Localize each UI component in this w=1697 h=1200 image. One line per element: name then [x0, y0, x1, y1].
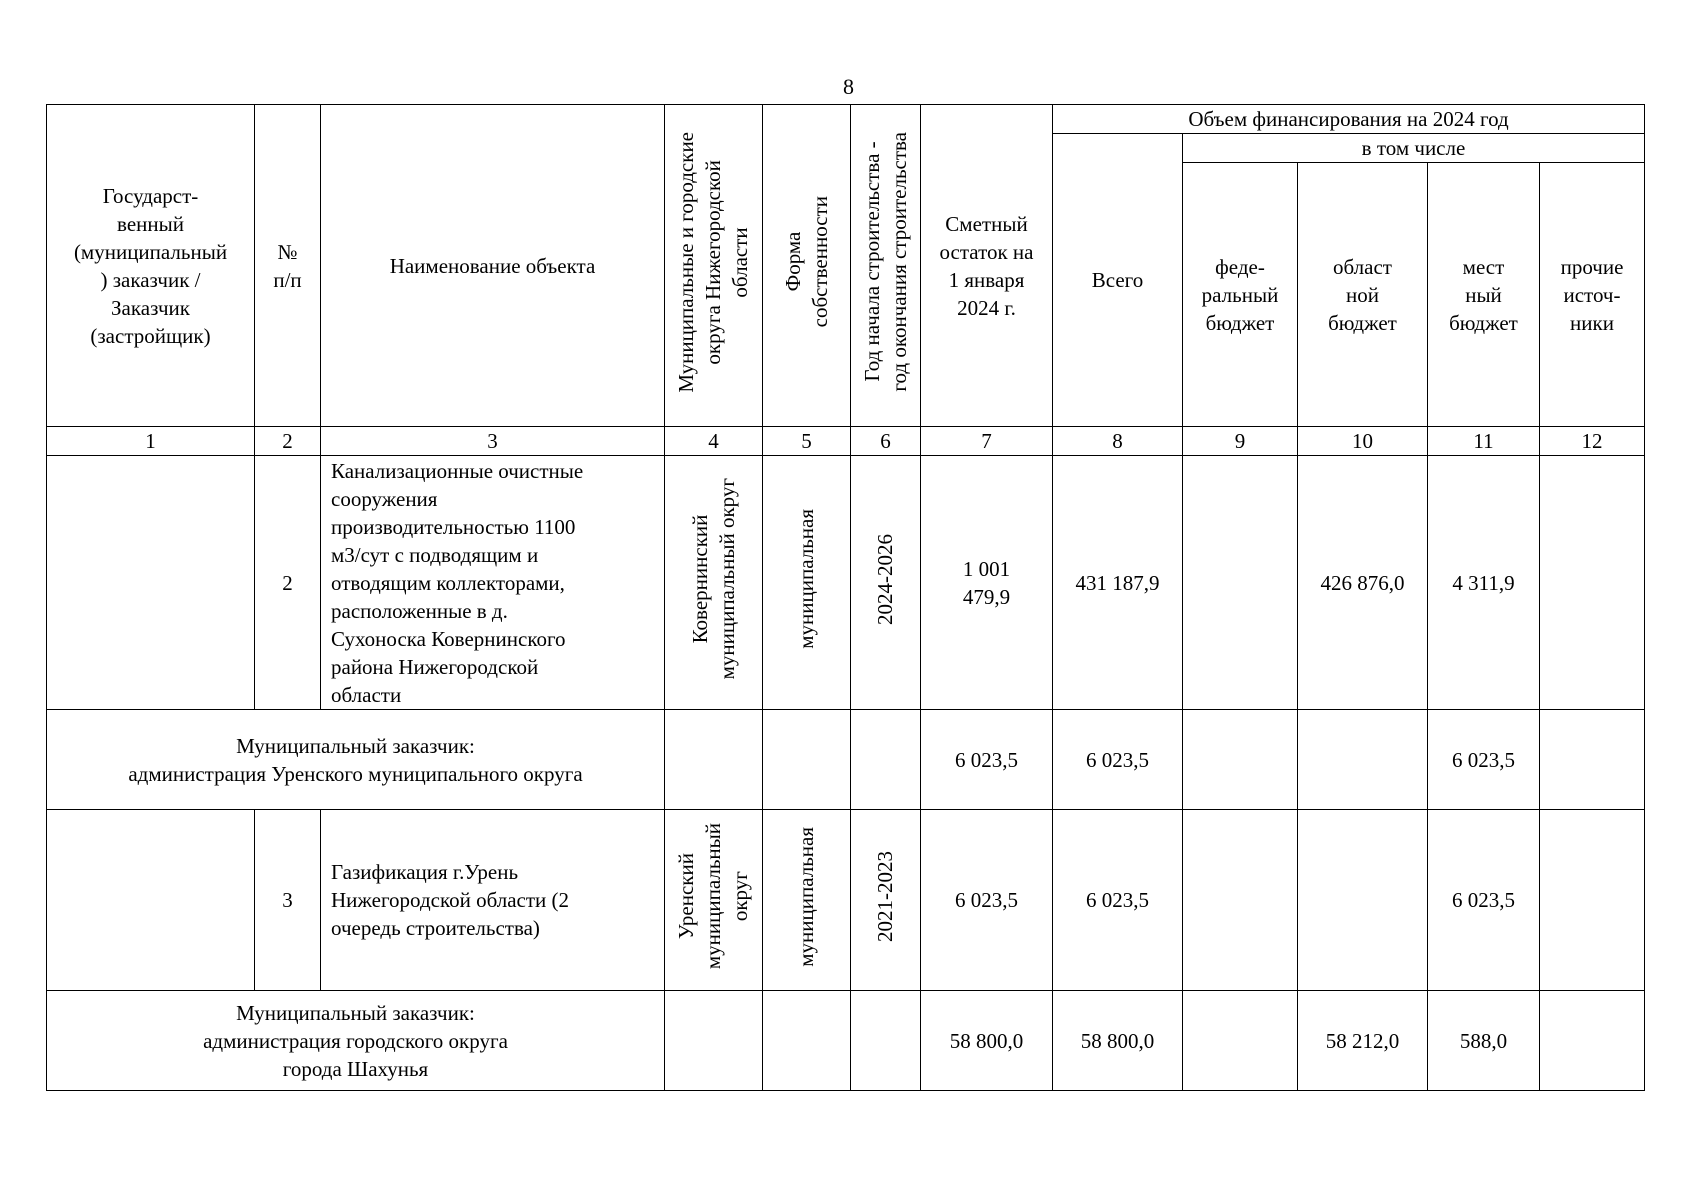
cell-years-text: 2024-2026: [873, 533, 897, 625]
header-local: мест ный бюджет: [1428, 163, 1540, 427]
group-row: [47, 710, 1645, 810]
header-other: прочие источ- ники: [1540, 163, 1645, 427]
header-number: № п/п: [255, 105, 321, 427]
cell-local: 588,0: [1428, 991, 1540, 1091]
header-federal: феде- ральный бюджет: [1183, 163, 1298, 427]
table-row: [47, 810, 1645, 991]
header-estimate: Сметный остаток на 1 января 2024 г.: [921, 105, 1053, 427]
cell-empty: [851, 710, 921, 810]
group-row: [47, 991, 1645, 1091]
header-years-text: Год начала строительства - год окончания строительства: [859, 132, 911, 392]
cell-total: 431 187,9: [1053, 456, 1183, 710]
col-number: 6: [851, 427, 921, 456]
col-number: 5: [763, 427, 851, 456]
cell-empty: [665, 710, 763, 810]
column-numbers-row: [47, 427, 1645, 456]
cell-object-name: Газификация г.Урень Нижегородской области (2 очередь строительства): [321, 810, 665, 991]
financing-table: [46, 104, 1645, 1091]
table-row: [47, 456, 1645, 710]
col-number: 11: [1428, 427, 1540, 456]
cell-regional: 426 876,0: [1298, 456, 1428, 710]
cell-ownership: [763, 456, 851, 710]
header-ownership-text: Форма собственности: [780, 196, 832, 328]
cell-years-text: 2021-2023: [873, 851, 897, 942]
cell-local: 6 023,5: [1428, 810, 1540, 991]
cell-local: 4 311,9: [1428, 456, 1540, 710]
cell-empty: [1183, 810, 1298, 991]
cell-estimate: 1 001 479,9: [921, 456, 1053, 710]
cell-empty: [1540, 810, 1645, 991]
cell-local: 6 023,5: [1428, 710, 1540, 810]
header-regional: област ной бюджет: [1298, 163, 1428, 427]
cell-object-name: Канализационные очистные сооружения производительностью 1100 м3/сут с подводящим и отводящим коллекторами, расположенные в д. Сухоноска Ковернинского района Нижегородской области: [321, 456, 665, 710]
header-customer: Государст- венный (муниципальный ) заказчик / Заказчик (застройщик): [47, 105, 255, 427]
col-number: 1: [47, 427, 255, 456]
cell-empty: [1183, 991, 1298, 1091]
cell-district: [665, 810, 763, 991]
page-number: 8: [843, 74, 854, 99]
col-number: 10: [1298, 427, 1428, 456]
cell-empty: [665, 991, 763, 1091]
group-customer: Муниципальный заказчик: администрация Уренского муниципального округа: [47, 710, 665, 810]
cell-regional: 58 212,0: [1298, 991, 1428, 1091]
cell-empty: [851, 991, 921, 1091]
cell-total: 58 800,0: [1053, 991, 1183, 1091]
cell-ownership: [763, 810, 851, 991]
cell-ownership-text: муниципальная: [794, 826, 818, 967]
header-ownership: [763, 105, 851, 427]
cell-federal: [1183, 456, 1298, 710]
cell-district-text: Ковернинский муниципальный округ: [687, 478, 739, 680]
cell-estimate: 6 023,5: [921, 710, 1053, 810]
cell-empty: [1540, 710, 1645, 810]
cell-estimate: 6 023,5: [921, 810, 1053, 991]
cell-estimate: 58 800,0: [921, 991, 1053, 1091]
cell-number: 3: [255, 810, 321, 991]
cell-total: 6 023,5: [1053, 710, 1183, 810]
header-district: [665, 105, 763, 427]
col-number: 12: [1540, 427, 1645, 456]
cell-empty: [1183, 710, 1298, 810]
cell-ownership-text: муниципальная: [794, 509, 818, 649]
cell-district-text: Уренский муниципальный округ: [674, 823, 752, 970]
cell-years: [851, 456, 921, 710]
cell-empty: [763, 991, 851, 1091]
cell-customer-empty: [47, 456, 255, 710]
cell-empty: [1298, 710, 1428, 810]
cell-empty: [1298, 810, 1428, 991]
header-district-text: Муниципальные и городские округа Нижегородской области: [674, 131, 752, 393]
cell-number: 2: [255, 456, 321, 710]
header-funding: Объем финансирования на 2024 год: [1053, 105, 1645, 134]
col-number: 3: [321, 427, 665, 456]
group-customer: Муниципальный заказчик: администрация городского округа города Шахунья: [47, 991, 665, 1091]
col-number: 4: [665, 427, 763, 456]
col-number: 8: [1053, 427, 1183, 456]
header-object-name: Наименование объекта: [321, 105, 665, 427]
cell-district: [665, 456, 763, 710]
cell-empty: [1540, 991, 1645, 1091]
header-years: [851, 105, 921, 427]
cell-years: [851, 810, 921, 991]
header-total: Всего: [1053, 134, 1183, 427]
cell-customer-empty: [47, 810, 255, 991]
col-number: 9: [1183, 427, 1298, 456]
col-number: 7: [921, 427, 1053, 456]
header-including: в том числе: [1183, 134, 1645, 163]
col-number: 2: [255, 427, 321, 456]
cell-empty: [763, 710, 851, 810]
cell-total: 6 023,5: [1053, 810, 1183, 991]
cell-other: [1540, 456, 1645, 710]
